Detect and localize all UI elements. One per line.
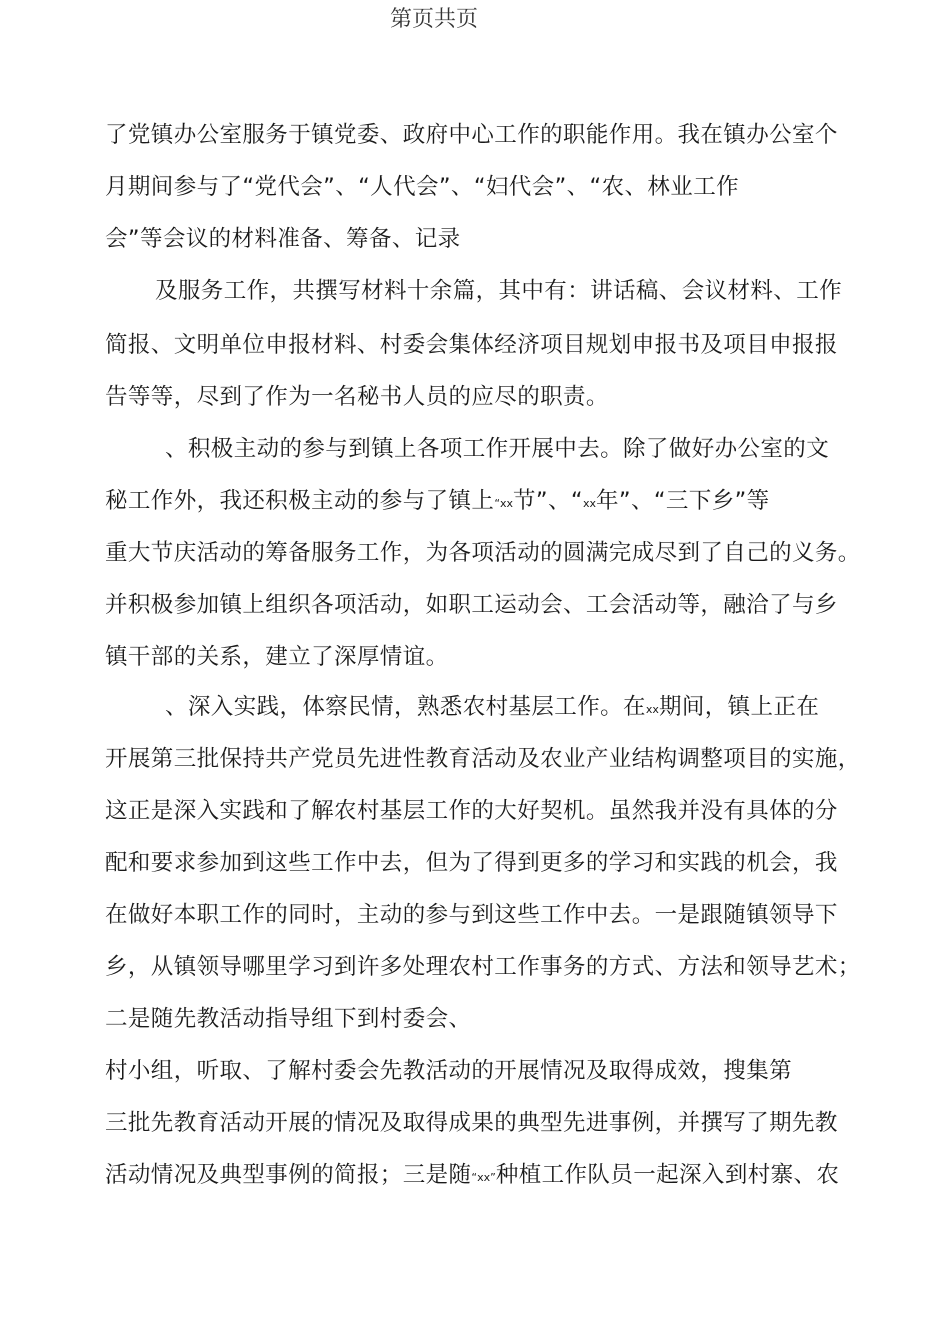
text-segment: 期间，镇上正在: [658, 694, 820, 720]
text-line: 在做好本职工作的同时，主动的参与到这些工作中去。一是跟随镇领导下: [105, 902, 838, 928]
text-segment: 活动情况及典型事例的简报；三是随: [105, 1162, 472, 1188]
text-line: 配和要求参加到这些工作中去，但为了得到更多的学习和实践的机会，我: [105, 850, 838, 876]
text-line: 及服务工作，共撰写材料十余篇，其中有：讲话稿、会议材料、工作: [155, 278, 843, 304]
text-segment: 年”、“三下乡”等: [595, 488, 770, 514]
text-segment: 节”、“: [513, 488, 583, 514]
text-line: 会”等会议的材料准备、筹备、记录: [105, 226, 461, 252]
text-line: 三批先教育活动开展的情况及取得成果的典型先进事例，并撰写了期先教: [105, 1110, 838, 1136]
text-line: 这正是深入实践和了解农村基层工作的大好契机。虽然我并没有具体的分: [105, 798, 838, 824]
text-segment: 、深入实践，体察民情，熟悉农村基层工作。在: [165, 694, 646, 720]
text-line: [105, 486, 770, 519]
text-line: 告等等，尽到了作为一名秘书人员的应尽的职责。: [105, 384, 609, 410]
placeholder-xx: “xx”: [471, 1171, 496, 1184]
text-line: 简报、文明单位申报材料、村委会集体经济项目规划申报书及项目申报报: [105, 332, 838, 358]
text-line: 月期间参与了“党代会”、“人代会”、“妇代会”、“农、林业工作: [105, 174, 739, 200]
text-line: [105, 1160, 839, 1193]
text-line: 开展第三批保持共产党员先进性教育活动及农业产业结构调整项目的实施，: [105, 746, 861, 772]
text-line: 、积极主动的参与到镇上各项工作开展中去。除了做好办公室的文: [165, 436, 830, 462]
text-line: 二是随先教活动指导组下到村委会、: [105, 1006, 472, 1032]
placeholder-xx: xx: [582, 497, 596, 510]
page-header: 第页共页: [389, 7, 478, 32]
text-line: [165, 692, 819, 725]
text-segment: 秘工作外，我还积极主动的参与了镇上: [105, 488, 495, 514]
text-line: 村小组，听取、了解村委会先教活动的开展情况及取得成效，搜集第: [105, 1058, 793, 1084]
text-segment: 种植工作队员一起深入到村寨、农: [495, 1162, 840, 1188]
text-line: 镇干部的关系，建立了深厚情谊。: [105, 644, 449, 670]
placeholder-xx: “xx: [494, 497, 514, 510]
placeholder-xx: xx: [645, 703, 659, 716]
text-line: 并积极参加镇上组织各项活动，如职工运动会、工会活动等，融洽了与乡: [105, 592, 838, 618]
text-line: 乡，从镇领导哪里学习到许多处理农村工作事务的方式、方法和领导艺术；: [105, 954, 861, 980]
text-line: 了党镇办公室服务于镇党委、政府中心工作的职能作用。我在镇办公室个: [105, 122, 838, 148]
text-line: 重大节庆活动的筹备服务工作，为各项活动的圆满完成尽到了自己的义务。: [105, 540, 861, 566]
